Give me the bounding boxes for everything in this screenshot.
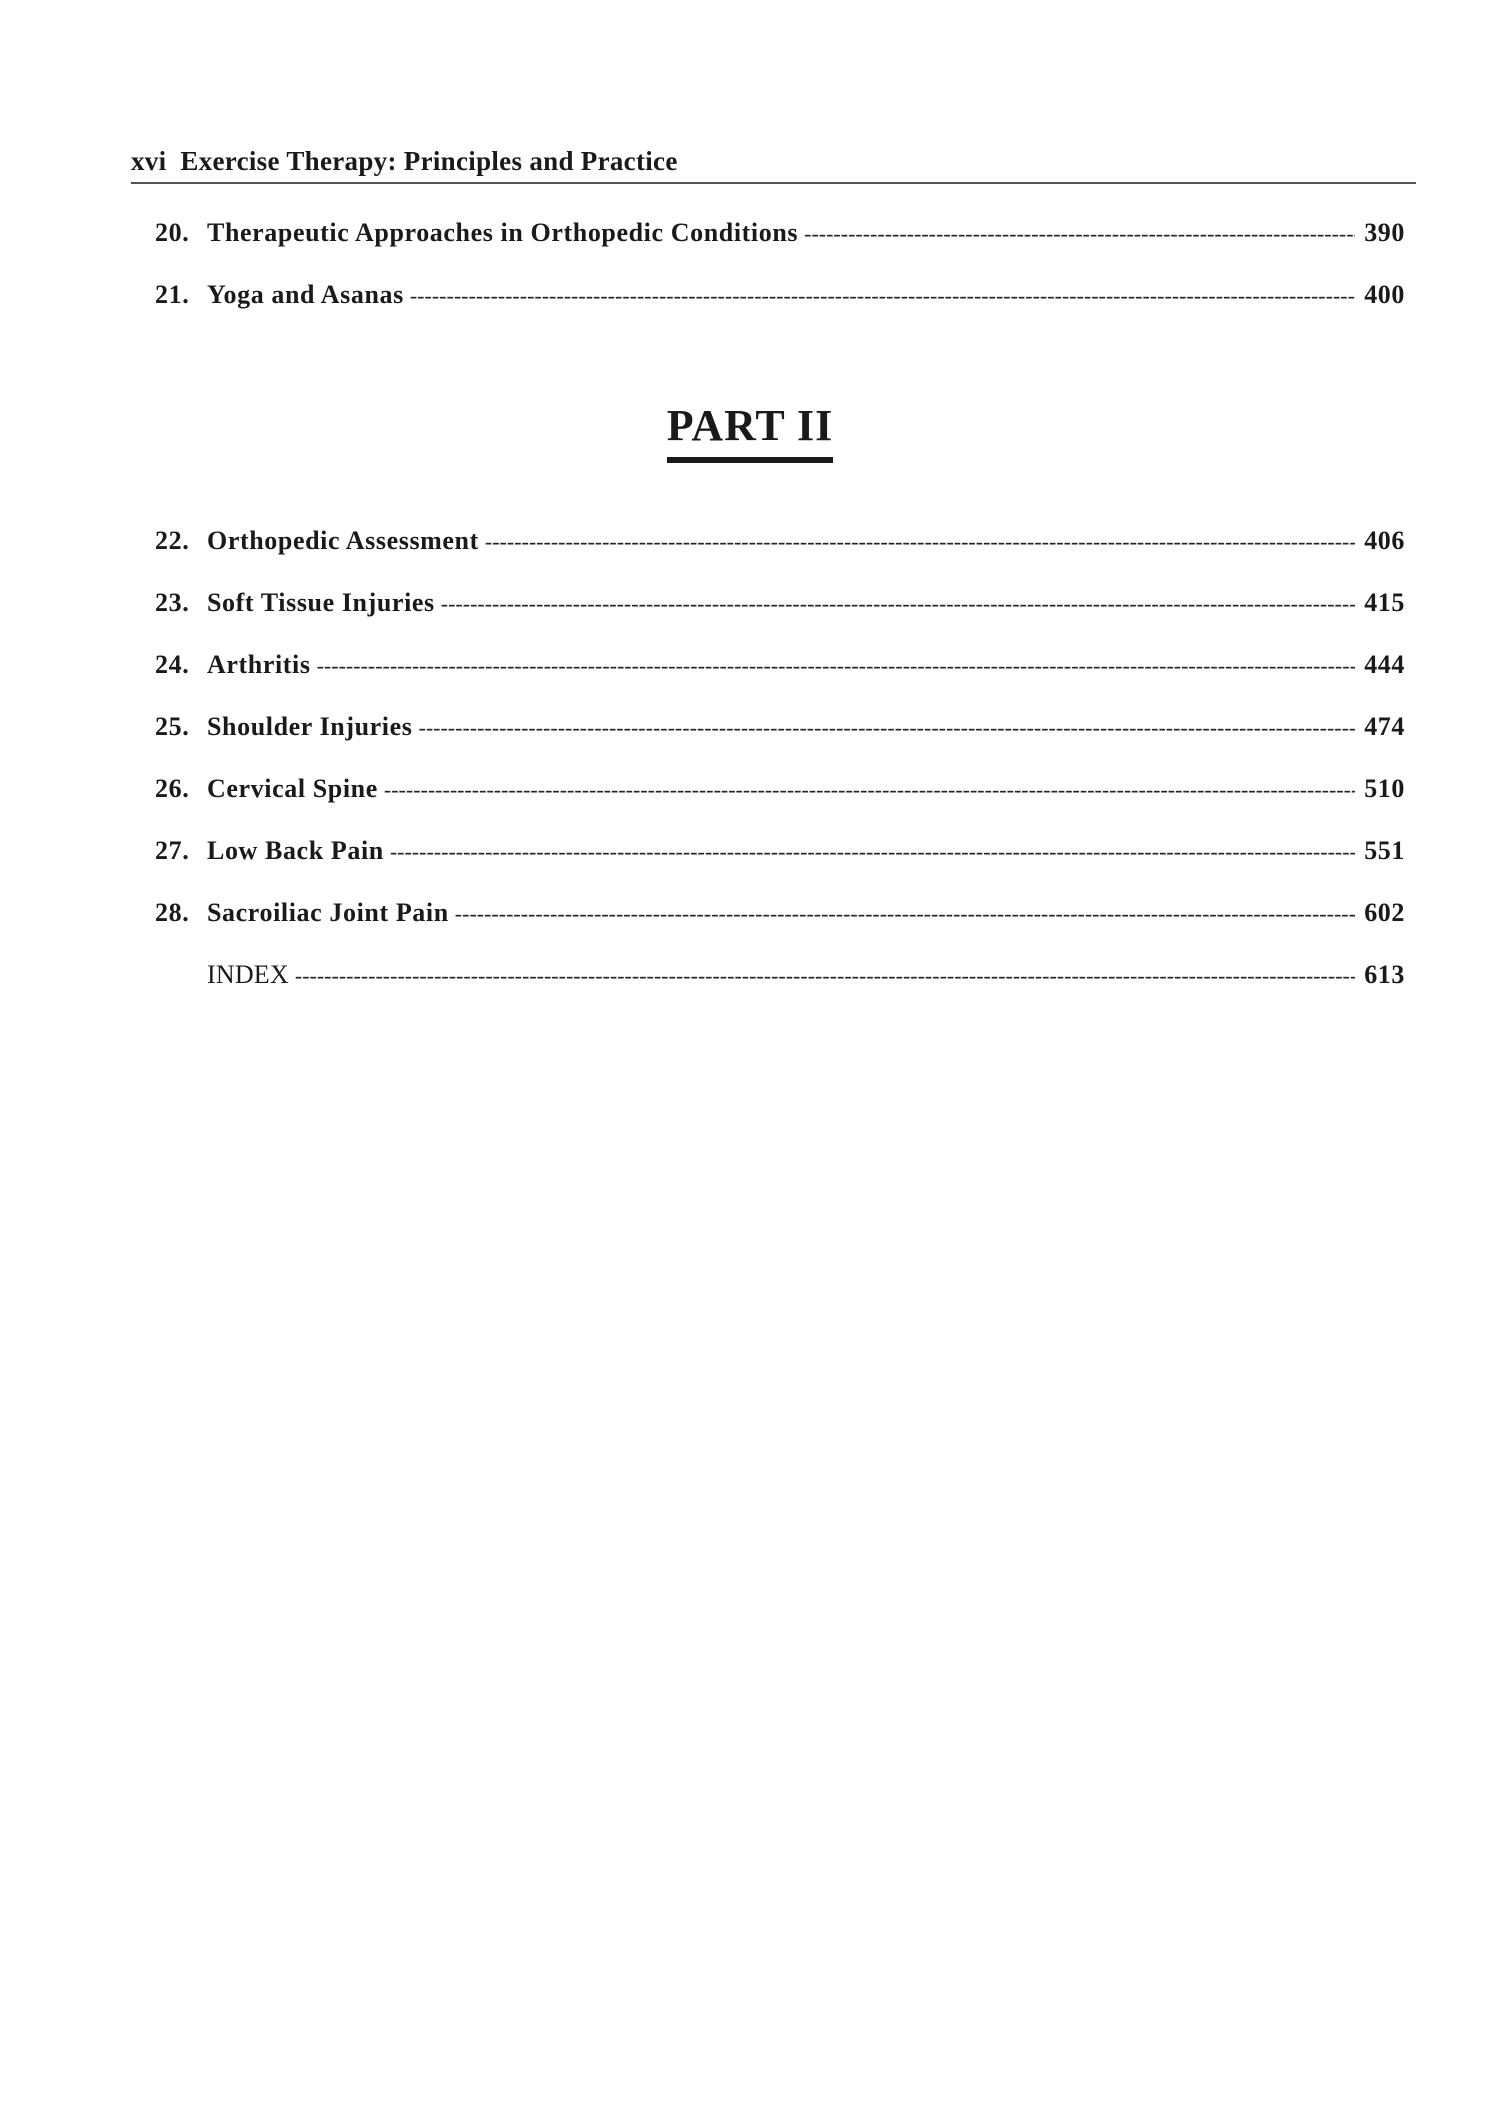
- dot-leader: [410, 283, 1355, 309]
- page-number: 406: [1364, 526, 1405, 555]
- chapter-title: Low Back Pain: [207, 836, 384, 865]
- chapter-title: Shoulder Injuries: [207, 712, 413, 741]
- chapter-title: Therapeutic Approaches in Orthopedic Conditions: [207, 218, 799, 247]
- part-heading-text: PART II: [667, 400, 833, 463]
- page-number: 415: [1364, 588, 1405, 617]
- chapter-title: Arthritis: [207, 650, 311, 679]
- toc-entry-22[interactable]: [155, 526, 1405, 566]
- chapter-title: Soft Tissue Injuries: [207, 588, 435, 617]
- chapter-title: Orthopedic Assessment: [207, 526, 479, 555]
- toc-entry-23[interactable]: [155, 588, 1405, 628]
- chapter-number: 28.: [155, 898, 190, 927]
- chapter-title: Cervical Spine: [207, 774, 378, 803]
- chapter-number: 26.: [155, 774, 190, 803]
- header-book-title: Exercise Therapy: Principles and Practice: [180, 146, 678, 176]
- toc-entry-28[interactable]: [155, 898, 1405, 938]
- header-rule: [131, 182, 1416, 184]
- dot-leader: [455, 901, 1355, 927]
- chapter-number: 21.: [155, 280, 190, 309]
- toc-entry-24[interactable]: [155, 650, 1405, 690]
- chapter-title: Sacroiliac Joint Pain: [207, 898, 449, 927]
- chapter-number: 25.: [155, 712, 190, 741]
- dot-leader: [419, 715, 1356, 741]
- dot-leader: [390, 839, 1355, 865]
- page-number: 400: [1364, 280, 1405, 309]
- chapter-number: 23.: [155, 588, 190, 617]
- chapter-number: 22.: [155, 526, 190, 555]
- header-page-label: xvi: [131, 146, 167, 176]
- chapter-number: 24.: [155, 650, 190, 679]
- toc-entry-20[interactable]: [155, 218, 1405, 258]
- toc-entry-26[interactable]: [155, 774, 1405, 814]
- toc-entry-index[interactable]: [155, 960, 1405, 1000]
- page-number: 613: [1364, 960, 1405, 989]
- toc-entry-27[interactable]: [155, 836, 1405, 876]
- index-title: INDEX: [207, 960, 289, 989]
- chapter-title: Yoga and Asanas: [207, 280, 404, 309]
- running-header: [131, 146, 1416, 177]
- toc-entry-25[interactable]: [155, 712, 1405, 752]
- page-number: 551: [1364, 836, 1405, 865]
- page-number: 510: [1364, 774, 1405, 803]
- dot-leader: [317, 653, 1355, 679]
- dot-leader: [295, 963, 1355, 989]
- dot-leader: [441, 591, 1355, 617]
- page-number: 474: [1364, 712, 1405, 741]
- chapter-number: 27.: [155, 836, 190, 865]
- dot-leader: [485, 529, 1355, 555]
- page-number: 602: [1364, 898, 1405, 927]
- part-heading: [0, 400, 1500, 463]
- dot-leader: [384, 777, 1355, 803]
- page-number: 444: [1364, 650, 1405, 679]
- page-number: 390: [1364, 218, 1405, 247]
- toc-entry-21[interactable]: [155, 280, 1405, 320]
- dot-leader: [804, 221, 1355, 247]
- chapter-number: 20.: [155, 218, 190, 247]
